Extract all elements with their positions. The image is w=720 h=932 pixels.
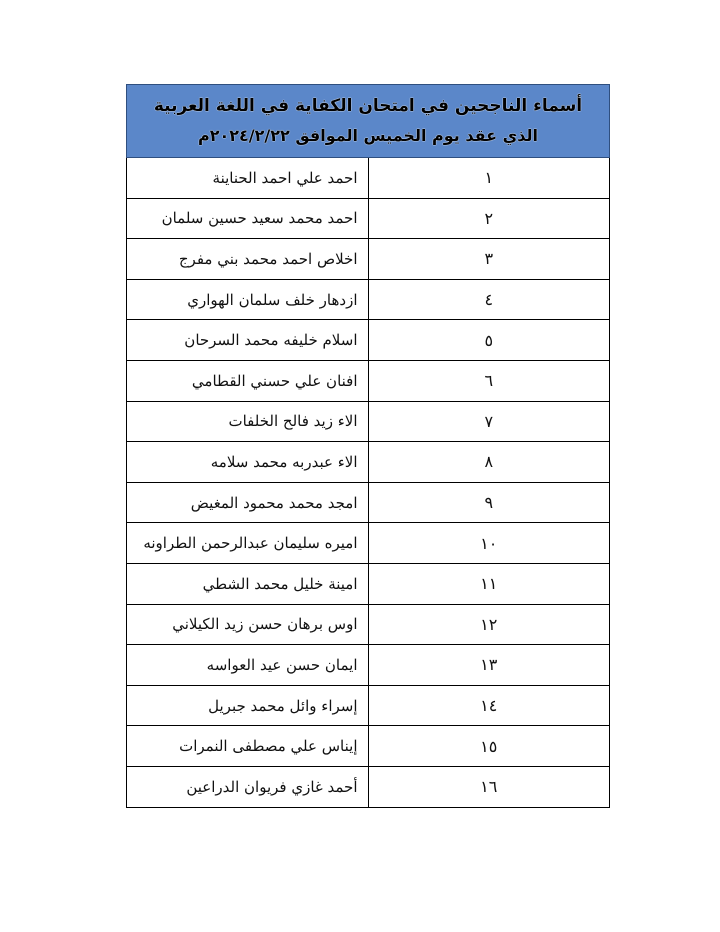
row-number: ٩ xyxy=(368,482,610,523)
student-name: ايمان حسن عيد العواسه xyxy=(127,645,369,686)
table-row xyxy=(127,726,610,767)
table-row xyxy=(127,320,610,361)
table-row xyxy=(127,482,610,523)
row-number: ٤ xyxy=(368,279,610,320)
row-number: ٢ xyxy=(368,198,610,239)
results-table xyxy=(126,84,610,808)
table-row xyxy=(127,360,610,401)
row-number: ١٤ xyxy=(368,685,610,726)
row-number: ٧ xyxy=(368,401,610,442)
student-name: امينة خليل محمد الشطي xyxy=(127,563,369,604)
student-name: الاء عبدربه محمد سلامه xyxy=(127,442,369,483)
table-header-row xyxy=(127,85,610,158)
student-name: ازدهار خلف سلمان الهواري xyxy=(127,279,369,320)
table-row xyxy=(127,198,610,239)
table-row xyxy=(127,685,610,726)
row-number: ١٣ xyxy=(368,645,610,686)
student-name: اخلاص احمد محمد بني مفرج xyxy=(127,239,369,280)
row-number: ١٥ xyxy=(368,726,610,767)
title-line-1: أسماء الناجحين في امتحان الكفاية في اللغة العربية xyxy=(153,96,583,116)
table-row xyxy=(127,239,610,280)
table-row xyxy=(127,442,610,483)
table-row xyxy=(127,766,610,807)
student-name: الاء زيد فالح الخلفات xyxy=(127,401,369,442)
table-row xyxy=(127,563,610,604)
table-row xyxy=(127,401,610,442)
row-number: ٦ xyxy=(368,360,610,401)
row-number: ١٢ xyxy=(368,604,610,645)
row-number: ٣ xyxy=(368,239,610,280)
student-name: اوس برهان حسن زيد الكيلاني xyxy=(127,604,369,645)
results-sheet xyxy=(126,84,610,808)
row-number: ١٦ xyxy=(368,766,610,807)
table-row xyxy=(127,279,610,320)
table-row xyxy=(127,158,610,199)
row-number: ٥ xyxy=(368,320,610,361)
table-row xyxy=(127,523,610,564)
row-number: ١٠ xyxy=(368,523,610,564)
student-name: إيناس علي مصطفى النمرات xyxy=(127,726,369,767)
row-number: ١١ xyxy=(368,563,610,604)
student-name: امجد محمد محمود المغيض xyxy=(127,482,369,523)
title-line-2: الذي عقد يوم الخميس الموافق ٢٠٢٤/٢/٢٢م xyxy=(197,126,538,145)
table-body xyxy=(127,158,610,808)
table-row xyxy=(127,604,610,645)
row-number: ٨ xyxy=(368,442,610,483)
student-name: اسلام خليفه محمد السرحان xyxy=(127,320,369,361)
student-name: افنان علي حسني القطامي xyxy=(127,360,369,401)
student-name: احمد علي احمد الحناينة xyxy=(127,158,369,199)
student-name: إسراء وائل محمد جبريل xyxy=(127,685,369,726)
row-number: ١ xyxy=(368,158,610,199)
student-name: اميره سليمان عبدالرحمن الطراونه xyxy=(127,523,369,564)
student-name: أحمد غازي فريوان الدراعين xyxy=(127,766,369,807)
student-name: احمد محمد سعيد حسين سلمان xyxy=(127,198,369,239)
table-title-cell xyxy=(127,85,610,158)
table-row xyxy=(127,645,610,686)
